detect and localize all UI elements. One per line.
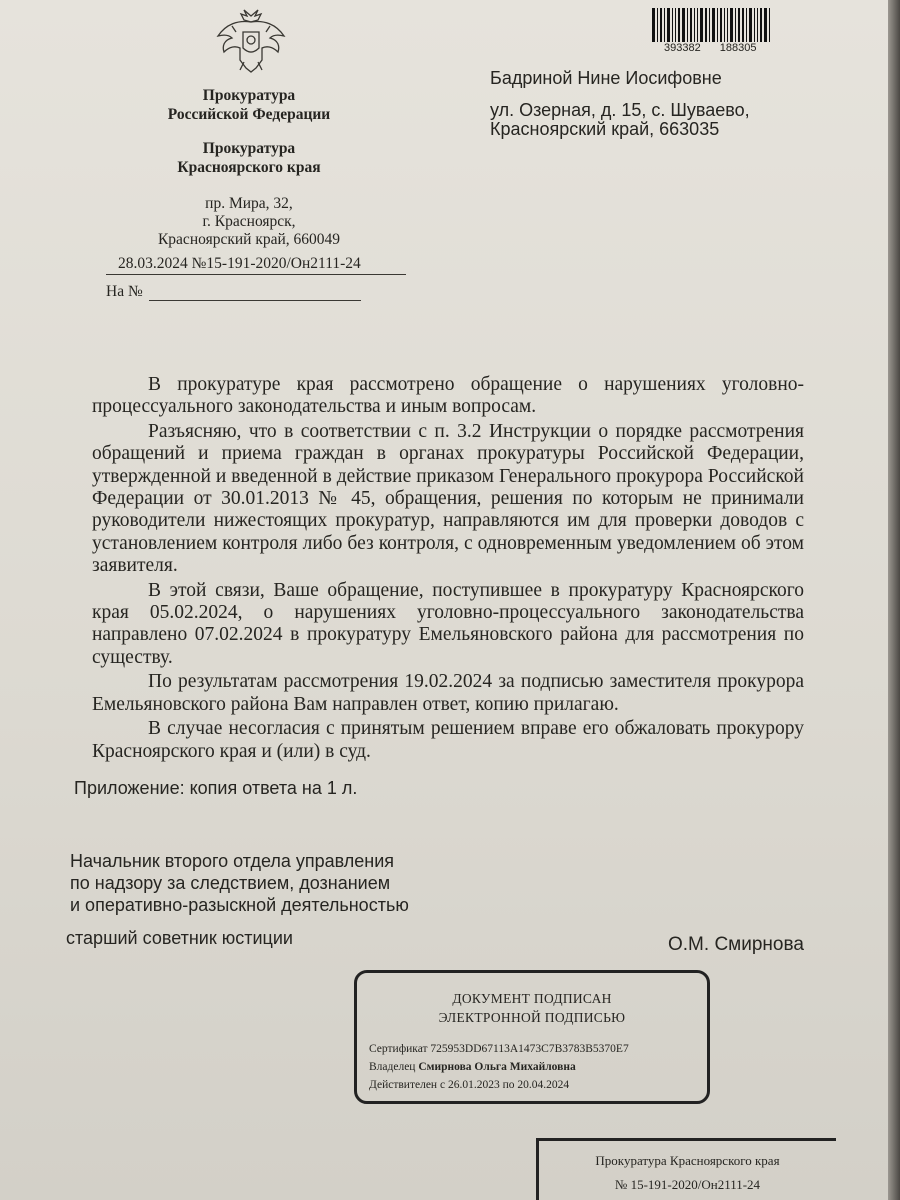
letter-body	[92, 374, 804, 763]
sender-org-name: Российской Федерации	[167, 106, 331, 123]
ecp-title: ЭЛЕКТРОННОЙ ПОДПИСЬЮ	[438, 1010, 626, 1025]
ecp-valid-to-label: по	[502, 1079, 515, 1091]
body-paragraph: Разъясняю, что в соответствии с п. 3.2 Инструкции о порядке рассмотрения обращений и приема граждан в органах прокуратуры Российской Федерации, утвержденной и введенной в действие приказом Генерального прокурора Российской Федерации от 30.01.2013 № 45, обращения, решения по которым не принимали руководители нижестоящих прокуратур, направляются им для проверки доводов с установлением контроля либо без контроля, с одновременным уведомлением об этом заявителя.	[92, 420, 804, 577]
registration-number-label: №	[191, 255, 207, 272]
recipient-address-line: Красноярский край, 663035	[490, 119, 720, 139]
body-paragraph: В случае несогласия с принятым решением вправе его обжаловать прокурору Красноярского края и (или) в суд.	[92, 718, 804, 762]
position-line: по надзору за следствием, дознанием	[70, 873, 391, 893]
coat-of-arms-emblem	[214, 6, 288, 76]
barcode-number: 393382	[664, 42, 701, 54]
ecp-certificate-label: Сертификат	[369, 1043, 428, 1055]
ecp-owner-value: Смирнова Ольга Михайловна	[418, 1061, 576, 1073]
ecp-valid-label: Действителен с	[369, 1079, 446, 1091]
registration-date: 28.03.2024	[118, 255, 188, 272]
stamp-number: № 15-191-2020/Он2111-24	[614, 1177, 761, 1192]
ecp-valid-to: 20.04.2024	[517, 1079, 570, 1091]
sender-address-line: г. Красноярск,	[202, 213, 296, 230]
body-paragraph: В этой связи, Ваше обращение, поступившее в прокуратуру Красноярского края 05.02.2024, о нарушениях уголовно-процессуального законодательства направлено 07.02.2024 в прокуратуру Емельяновского района для рассмотрения по существу.	[92, 579, 804, 668]
sender-address-line: Красноярский край, 660049	[157, 231, 341, 248]
barcode-numbers	[664, 42, 757, 54]
signatory-name: О.М. Смирнова	[668, 934, 804, 955]
ecp-owner-label: Владелец	[369, 1061, 416, 1073]
barcode	[652, 8, 788, 42]
reply-to-number	[106, 283, 361, 301]
sender-org-name: Красноярского края	[177, 159, 321, 176]
attachment-note: Приложение: копия ответа на 1 л.	[74, 778, 358, 798]
page-edge-shadow	[888, 0, 900, 1200]
position-line: и оперативно-разыскной деятельностью	[70, 895, 409, 915]
sender-org-name: Прокуратура	[202, 87, 296, 104]
reply-to-label: На №	[106, 283, 143, 300]
sender-org-name: Прокуратура	[202, 140, 296, 157]
registration-number: 15-191-2020/Он2111-24	[206, 255, 361, 272]
signatory-position	[70, 850, 409, 916]
ecp-owner	[369, 1061, 576, 1073]
ecp-title: ДОКУМЕНТ ПОДПИСАН	[452, 991, 612, 1006]
ecp-certificate	[369, 1043, 629, 1055]
ecp-certificate-value: 725953DD67113A1473C7B3783B5370E7	[430, 1043, 629, 1055]
body-paragraph: По результатам рассмотрения 19.02.2024 за подписью заместителя прокурора Емельяновского района Вам направлен ответ, копию прилагаю.	[92, 671, 804, 715]
electronic-signature-stamp	[354, 970, 710, 1104]
registration-stamp	[536, 1138, 836, 1200]
reply-to-blank-line	[149, 286, 361, 301]
signatory-rank: старший советник юстиции	[66, 928, 293, 948]
recipient-name: Бадриной Нине Иосифовне	[490, 68, 722, 88]
outgoing-registration	[106, 255, 406, 275]
sender-address-line: пр. Мира, 32,	[205, 195, 293, 212]
body-paragraph: В прокуратуре края рассмотрено обращение о нарушениях уголовно-процессуального законодательства и иным вопросам.	[92, 374, 804, 418]
recipient-address-line: ул. Озерная, д. 15, с. Шуваево,	[490, 100, 750, 120]
stamp-org: Прокуратура Красноярского края	[595, 1153, 780, 1168]
ecp-valid-from: 26.01.2023	[447, 1079, 500, 1091]
position-line: Начальник второго отдела управления	[70, 851, 395, 871]
ecp-validity	[369, 1079, 569, 1091]
barcode-number: 188305	[719, 42, 757, 54]
